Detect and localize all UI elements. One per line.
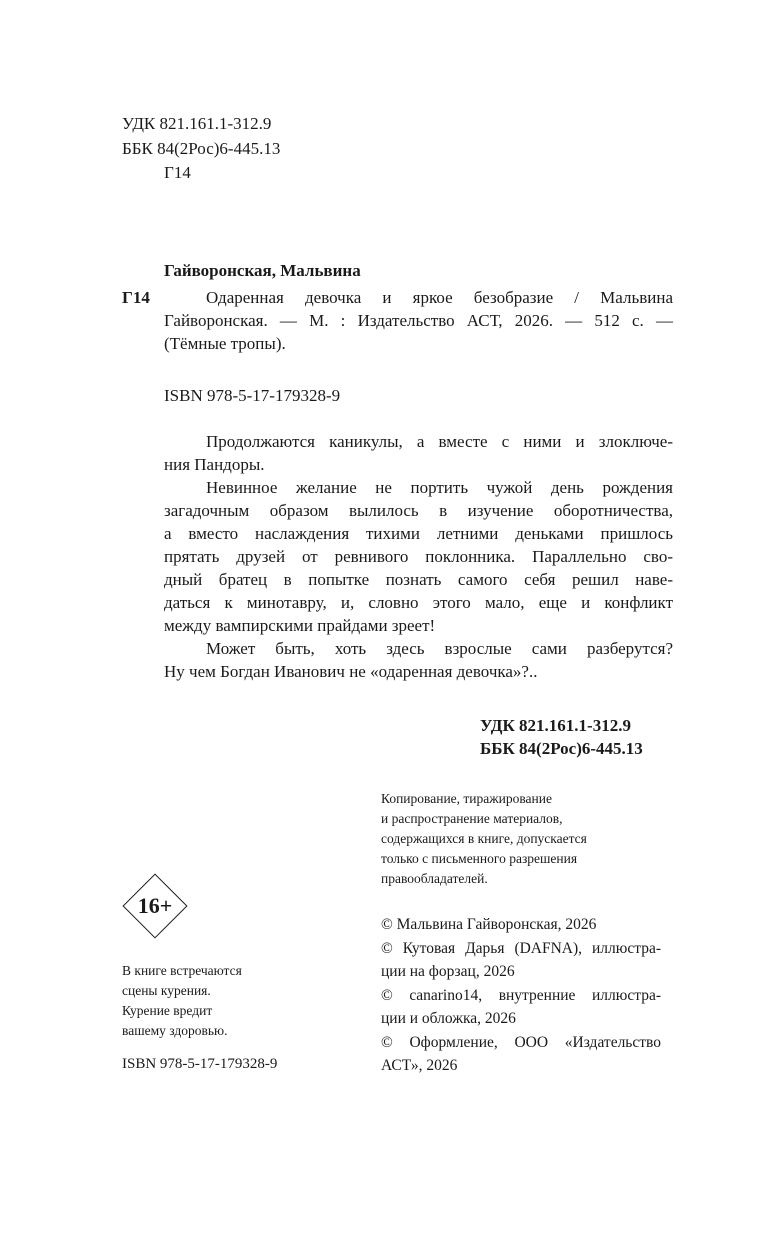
header-bbk: ББК 84(2Рос)6-445.13 (122, 139, 281, 158)
age-rating-label: 16+ (137, 893, 173, 918)
copyright-line: ции на форзац, 2026 (381, 963, 515, 980)
age-rating-badge (122, 873, 188, 939)
health-warning-line: вашему здоровью. (122, 1023, 228, 1038)
annotation-line: Невинное желание не портить чужой день рождения (206, 478, 673, 497)
classification-udk: УДК 821.161.1-312.9 (480, 716, 631, 735)
copyright-line: ции и обложка, 2026 (381, 1010, 516, 1027)
copy-notice (381, 789, 587, 889)
copyrights (381, 913, 661, 1078)
annotation (164, 430, 673, 683)
record-title (164, 286, 673, 355)
copy-notice-line: содержащихся в книге, допускается (381, 831, 587, 846)
annotation-line: Может быть, хоть здесь взрослые сами разберутся? (206, 639, 673, 658)
annotation-line: дный братец в попытке познать самого себя решил наве- (164, 570, 673, 589)
copyright-line: © canarino14, внутренние иллюстра- (381, 986, 661, 1004)
health-warning (122, 961, 242, 1041)
header-udk: УДК 821.161.1-312.9 (122, 114, 272, 133)
annotation-line: загадочным образом вылилось в изучение оборотничества, (164, 501, 673, 520)
record-author: Гайворонская, Мальвина (164, 261, 361, 280)
annotation-line: прятать друзей от ревнивого поклонника. Параллельно сво- (164, 547, 673, 566)
copy-notice-line: только с письменного разрешения (381, 851, 578, 866)
copyright-line: © Мальвина Гайворонская, 2026 (381, 916, 597, 933)
annotation-line: Ну чем Богдан Иванович не «одаренная девочка»?.. (164, 662, 538, 681)
copyright-line: © Оформление, ООО «Издательство (381, 1033, 661, 1051)
record-title-line: Одаренная девочка и яркое безобразие / Мальвина (206, 288, 673, 307)
copy-notice-line: и распространение материалов, (381, 811, 563, 826)
copy-notice-line: правообладателей. (381, 871, 488, 886)
copyright-line: АСТ», 2026 (381, 1057, 458, 1074)
annotation-line: ния Пандоры. (164, 455, 265, 474)
footer-isbn: ISBN 978-5-17-179328-9 (122, 1056, 278, 1072)
header-code: Г14 (164, 163, 191, 182)
health-warning-line: Курение вредит (122, 1003, 213, 1018)
health-warning-line: В книге встречаются (122, 963, 242, 978)
annotation-line: а вместо наслаждения тихими летними деньками пришлось (164, 524, 673, 543)
classification-bbk: ББК 84(2Рос)6-445.13 (480, 739, 643, 758)
annotation-line: Продолжаются каникулы, а вместе с ними и злоключе- (206, 432, 673, 451)
copyright-line: © Кутовая Дарья (DAFNA), иллюстра- (381, 939, 661, 957)
annotation-line: даться к минотавру, и, словно этого мало, еще и конфликт (164, 593, 673, 612)
record-code: Г14 (122, 288, 150, 307)
record-isbn: ISBN 978-5-17-179328-9 (164, 386, 341, 405)
health-warning-line: сцены курения. (122, 983, 211, 998)
record-title-line: (Тёмные тропы). (164, 334, 286, 353)
copy-notice-line: Копирование, тиражирование (381, 791, 552, 806)
annotation-line: между вампирскими прайдами зреет! (164, 616, 436, 635)
record-title-line: Гайворонская. — М. : Издательство АСТ, 2026. — 512 с. — (164, 311, 673, 330)
